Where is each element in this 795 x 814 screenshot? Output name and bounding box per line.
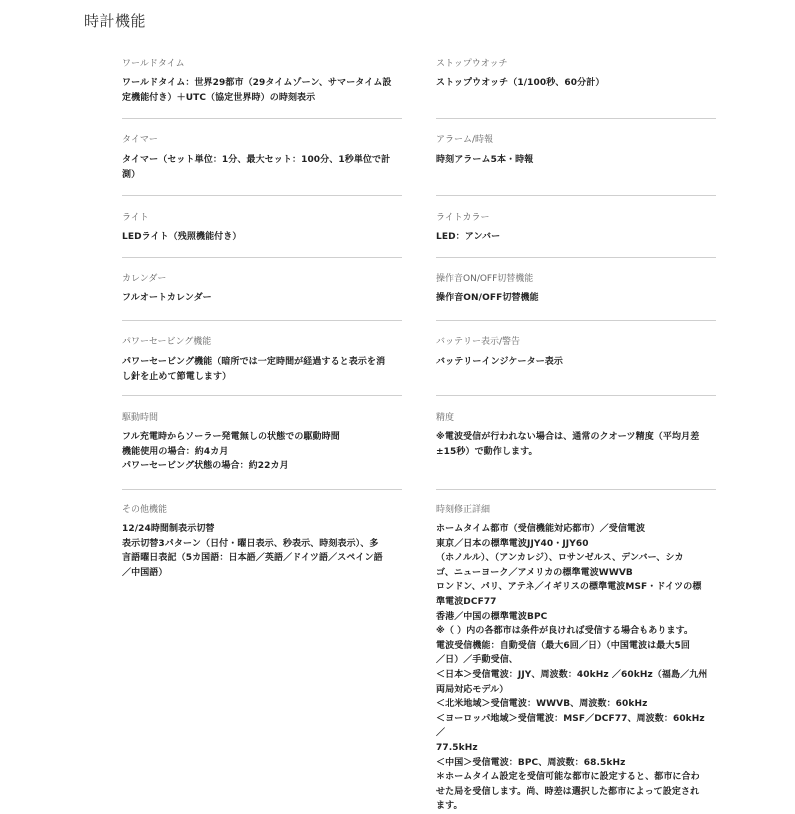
spec-label: ライトカラー [436, 213, 490, 223]
spec-value: フルオートカレンダー [122, 293, 212, 303]
spec-row-other-functions [122, 490, 402, 610]
spec-row-light-color [436, 196, 716, 258]
spec-value: タイマー（セット単位：1分、最大セット：100分、1秒単位で計 測） [122, 155, 391, 180]
spec-value: 時刻アラーム5本・時報 [436, 155, 534, 165]
spec-row-time-correction [436, 490, 716, 812]
page-title: 時計機能 [84, 12, 147, 30]
spec-row-accuracy [436, 396, 716, 490]
spec-value: ワールドタイム：世界29都市（29タイムゾーン、サマータイム設 定機能付き）＋UTC（協定世界時）の時刻表示 [122, 78, 392, 103]
spec-value: パワーセービング機能（暗所では一定時間が経過すると表示を消 し針を止めて節電します） [122, 357, 386, 382]
spec-row-world-time [122, 46, 402, 119]
spec-label: アラーム/時報 [436, 135, 494, 145]
spec-row-alarm [436, 119, 716, 196]
spec-value: ストップウオッチ（1/100秒、60分計） [436, 78, 605, 88]
spec-value: LED：アンバー [436, 232, 501, 242]
spec-row-power-saving [122, 321, 402, 396]
spec-value: ホームタイム都市（受信機能対応都市）／受信電波 東京／日本の標準電波JJY40・JJY60 （ホノルル）、（アンカレジ）、ロサンゼルス、デンバー、シカ ゴ、ニューヨーク／アメリカの標準電波WWVB ロンドン、パリ、アテネ／イギリスの標準電波MSF・ドイツの標 準電波DCF77 香港／中国の標準電波BPC ※（ ）内の各都市は条件が良ければ受信する場合もあります。 電波受信機能：自動受信（最大6回／日）（中国電波は最大5回 ／日）／手動受信、 ＜日本＞受信電波：JJY、周波数：40kHz ／60kHz（福島／九州 両局対応モデル） ＜北米地域＞受信電波：WWVB、周波数：60kHz ＜ヨーロッパ地域＞受信電波：MSF／DCF77、周波数：60kHz ／ 77.5kHz ＜中国＞受信電波：BPC、周波数：68.5kHz ＊ホームタイム設定を受信可能な都市に設定すると、都市に合わ せた局を受信します。尚、時差は選択した都市によって設定され ます。 [436, 524, 708, 812]
spec-row-drive-time [122, 396, 402, 490]
spec-label: バッテリー表示/警告 [436, 337, 521, 347]
spec-column-right [436, 46, 716, 812]
spec-value: フル充電時からソーラー発電無しの状態での駆動時間 機能使用の場合：約4カ月 パワーセービング状態の場合：約22カ月 [122, 432, 340, 472]
spec-row-operation-sound [436, 258, 716, 321]
spec-row-battery [436, 321, 716, 396]
spec-row-timer [122, 119, 402, 196]
spec-value: LEDライト（残照機能付き） [122, 232, 242, 242]
spec-value: バッテリーインジケーター表示 [436, 357, 563, 367]
spec-label: その他機能 [122, 505, 168, 515]
spec-label: 時刻修正詳細 [436, 505, 491, 515]
spec-row-light [122, 196, 402, 258]
spec-row-stopwatch [436, 46, 716, 119]
spec-value: ※電波受信が行われない場合は、通常のクオーツ精度（平均月差 ±15秒）で動作します。 [436, 432, 700, 457]
spec-row-calendar [122, 258, 402, 321]
spec-value: 操作音ON/OFF切替機能 [436, 293, 539, 303]
spec-label: カレンダー [122, 274, 167, 284]
spec-label: 操作音ON/OFF切替機能 [436, 274, 534, 284]
spec-label: ライト [122, 213, 149, 223]
spec-column-left [122, 46, 402, 610]
spec-label: ワールドタイム [122, 59, 185, 69]
spec-label: ストップウオッチ [436, 59, 508, 69]
spec-label: パワーセービング機能 [122, 337, 212, 347]
spec-label: 駆動時間 [122, 413, 159, 423]
spec-label: タイマー [122, 135, 158, 145]
spec-label: 精度 [436, 413, 455, 423]
spec-value: 12/24時間制表示切替 表示切替3パターン（日付・曜日表示、秒表示、時刻表示）、多 言語曜日表記（5カ国語：日本語／英語／ドイツ語／スペイン語 ／中国語） [122, 524, 383, 578]
